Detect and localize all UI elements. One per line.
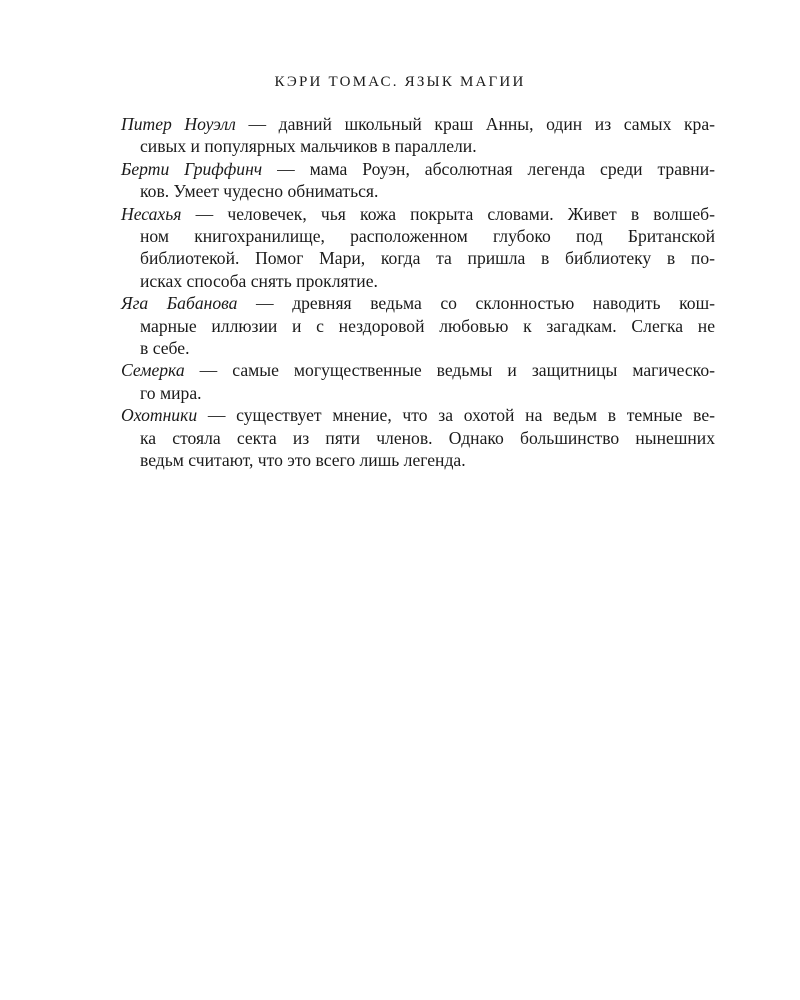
entry-term: Семерка — [121, 360, 185, 381]
entry-term: Питер Ноуэлл — [121, 114, 236, 134]
glossary-entry — [121, 404, 715, 471]
entry-text: ном книгохранилище, расположенном глубоко под Британской — [140, 226, 715, 247]
entry-text: — самые могущественные ведьмы и защитницы магическо- — [184, 360, 715, 381]
entry-text: библиотекой. Помог Мари, когда та пришла в библиотеку в по- — [140, 248, 715, 269]
entry-text: ка стояла секта из пяти членов. Однако большинство нынешних — [140, 427, 715, 448]
entry-term: Охотники — [121, 405, 198, 426]
glossary-entry — [121, 292, 715, 359]
entry-text: в себе. — [140, 338, 190, 359]
glossary-entry — [121, 158, 715, 203]
entry-term: Несахья — [121, 203, 182, 224]
entry-text: ведьм считают, что это всего лишь легенда. — [140, 450, 466, 471]
entry-text: — давний школьный краш Анны, один из самых кра- — [235, 114, 715, 134]
glossary-entry — [121, 359, 715, 404]
glossary-entry — [121, 113, 715, 158]
running-head: КЭРИ ТОМАС. ЯЗЫК МАГИИ — [274, 74, 526, 90]
entry-text: — человечек, чья кожа покрыта словами. Живет в волшеб- — [181, 203, 715, 224]
entry-text: — существует мнение, что за охотой на ведьм в темные ве- — [197, 405, 715, 426]
entry-text: ков. Умеет чудесно обниматься. — [140, 181, 379, 202]
glossary-entry — [121, 203, 715, 293]
entry-text: — мама Роуэн, абсолютная легенда среди травни- — [262, 158, 716, 179]
entry-text: марные иллюзии и с нездоровой любовью к загадкам. Слегка не — [140, 315, 715, 336]
entry-term: Яга Бабанова — [121, 293, 238, 314]
entry-text: — древняя ведьма со склонностью наводить кош- — [237, 293, 715, 314]
entry-term: Берти Гриффинч — [121, 158, 263, 179]
entry-text: го мира. — [140, 382, 202, 403]
glossary-list — [121, 113, 715, 472]
entry-text: сивых и популярных мальчиков в параллели. — [140, 136, 477, 157]
entry-text: исках способа снять проклятие. — [140, 270, 378, 291]
